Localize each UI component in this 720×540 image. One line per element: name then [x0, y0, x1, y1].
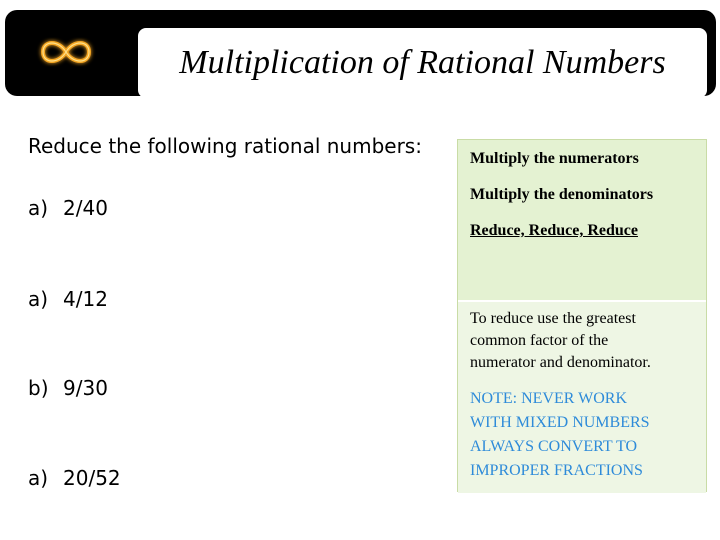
- note-line: ALWAYS CONVERT TO: [470, 438, 638, 455]
- steps-panel: [457, 139, 707, 492]
- problem-value: 9/30: [63, 376, 108, 400]
- reduce-tip: [470, 308, 702, 374]
- title-box: [138, 28, 707, 98]
- page-title: Multiplication of Rational Numbers: [179, 44, 666, 81]
- problem-item: [28, 466, 121, 490]
- problem-item: [28, 196, 108, 220]
- step-multiply-denominators: Multiply the denominators: [470, 186, 654, 203]
- steps-section: [458, 140, 706, 300]
- step-multiply-numerators: Multiply the numerators: [470, 150, 639, 167]
- tips-section: [458, 300, 706, 493]
- tip-line: numerator and denominator.: [470, 354, 651, 371]
- tip-line: To reduce use the greatest: [470, 310, 636, 327]
- title-banner: [5, 10, 716, 96]
- problem-letter: a): [28, 287, 49, 311]
- problem-value: 4/12: [63, 287, 108, 311]
- step-reduce: Reduce, Reduce, Reduce: [470, 222, 638, 239]
- problem-letter: a): [28, 196, 49, 220]
- note-line: IMPROPER FRACTIONS: [470, 462, 643, 479]
- instruction-text: Reduce the following rational numbers:: [28, 134, 422, 158]
- note-line: WITH MIXED NUMBERS: [470, 414, 650, 431]
- problem-value: 2/40: [63, 196, 108, 220]
- problem-letter: a): [28, 466, 49, 490]
- problem-item: [28, 376, 108, 400]
- note-line: NOTE: NEVER WORK: [470, 390, 628, 407]
- infinity-icon: [35, 32, 97, 72]
- problem-letter: b): [28, 376, 49, 400]
- note-text: [470, 387, 702, 483]
- problem-value: 20/52: [63, 466, 121, 490]
- problem-item: [28, 287, 108, 311]
- tip-line: common factor of the: [470, 332, 609, 349]
